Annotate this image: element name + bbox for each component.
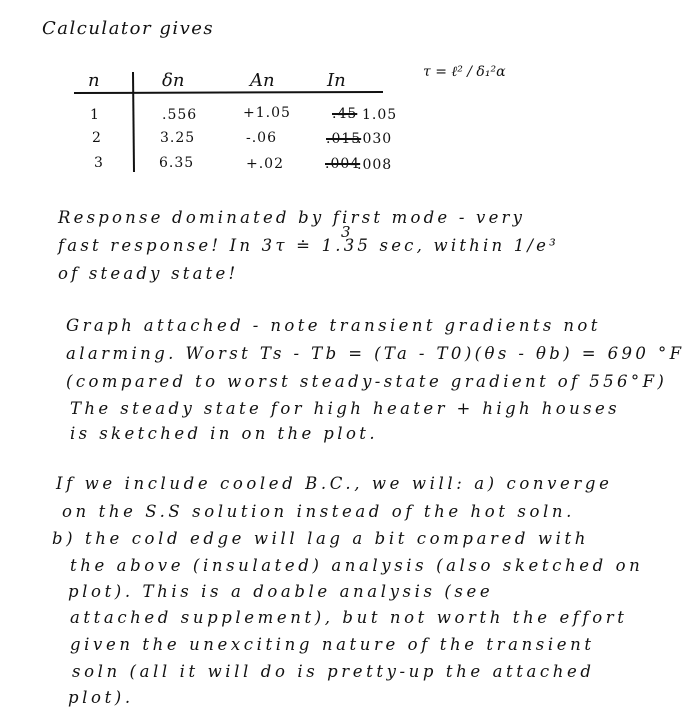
text-line: alarming. Worst Ts - Tb = (Ta - T0)(θs - θb) = 690 °F — [66, 344, 684, 363]
text-line: The steady state for high heater + high houses — [70, 399, 621, 418]
text-line: on the S.S solution instead of the hot soln. — [62, 502, 575, 521]
cell-n: 1 — [90, 107, 100, 123]
cell-delta: 6.35 — [159, 155, 195, 171]
tau-formula: τ = ℓ² / δ₁²α — [423, 64, 506, 80]
correction-mark: 3 — [341, 223, 351, 241]
text-line: b) the cold edge will lag a bit compared with — [52, 529, 589, 548]
header-a: An — [250, 70, 275, 91]
cell-a: +1.05 — [243, 105, 291, 121]
cell-i: 1.05 — [362, 107, 398, 123]
header-delta: δn — [162, 70, 185, 91]
text-line: of steady state! — [58, 264, 239, 283]
text-line: given the unexciting nature of the transient — [70, 635, 595, 654]
cell-i: .030 — [357, 131, 393, 147]
text-line: the above (insulated) analysis (also sketched on — [70, 556, 644, 575]
cell-i-struck: .004 — [325, 156, 361, 172]
header-i: In — [327, 70, 346, 91]
text-line: If we include cooled B.C., we will: a) converge — [56, 474, 613, 493]
cell-n: 2 — [92, 130, 102, 146]
text-line: attached supplement), but not worth the effort — [70, 608, 628, 627]
text-line: soln (all it will do is pretty-up the attached — [72, 662, 595, 681]
cell-delta: 3.25 — [160, 130, 196, 146]
cell-i-struck: .45 — [332, 106, 358, 122]
text-line: plot). This is a doable analysis (see — [68, 582, 494, 601]
cell-i: .008 — [357, 157, 393, 173]
text-line: Graph attached - note transient gradients not — [66, 316, 601, 335]
text-line: Response dominated by first mode - very — [58, 208, 526, 227]
header-n: n — [88, 70, 100, 91]
cell-i-struck: .015 — [326, 131, 362, 147]
text-line: fast response! In 3τ ≐ 1.35 sec, within 1/e³ — [58, 236, 559, 255]
cell-n: 3 — [94, 155, 104, 171]
text-line: plot). — [68, 688, 134, 707]
cell-a: -.06 — [246, 130, 277, 146]
page-heading: Calculator gives — [42, 18, 215, 39]
text-line: is sketched in on the plot. — [70, 424, 378, 443]
cell-delta: .556 — [162, 107, 198, 123]
text-line: (compared to worst steady-state gradient of 556°F) — [66, 372, 668, 391]
cell-a: +.02 — [246, 156, 284, 172]
